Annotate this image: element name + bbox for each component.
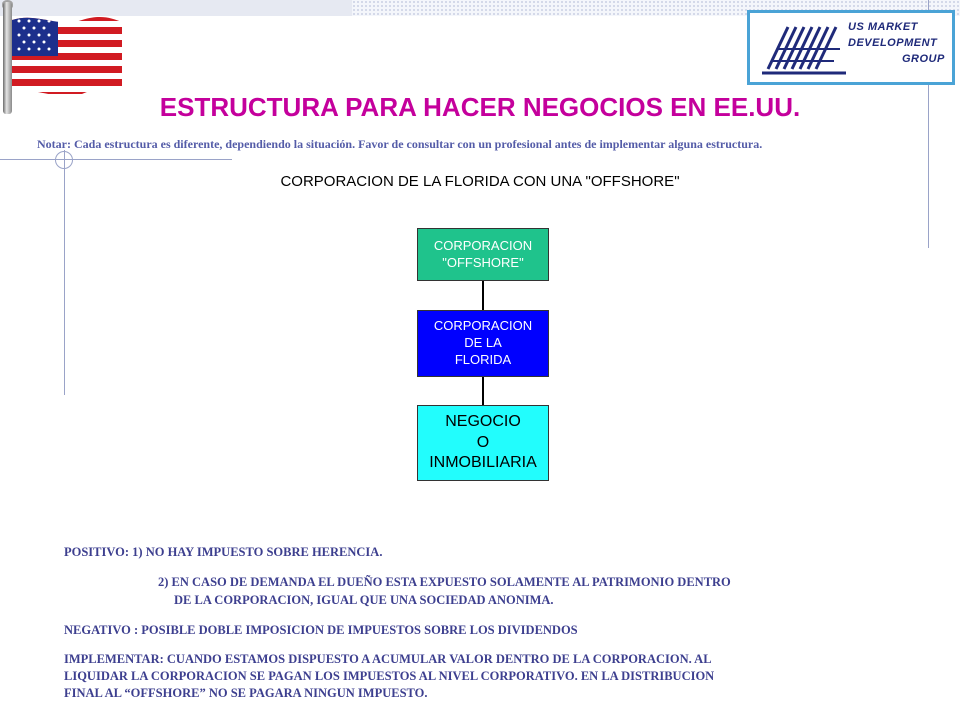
- node-label-line: DE LA: [464, 335, 502, 351]
- negativo-text: NEGATIVO : POSIBLE DOBLE IMPOSICION DE IMPUESTOS SOBRE LOS DIVIDENDOS: [64, 623, 578, 637]
- implementar-line-1: IMPLEMENTAR: CUANDO ESTAMOS DISPUESTO A ACUMULAR VALOR DENTRO DE LA CORPORACION. AL: [64, 652, 712, 666]
- node-label-line: O: [476, 433, 490, 451]
- crosshair-circle: [55, 151, 73, 169]
- company-logo: [747, 10, 955, 85]
- guide-line-horizontal: [0, 159, 232, 160]
- implementar-line-3: FINAL AL “OFFSHORE” NO SE PAGARA NINGUN IMPUESTO.: [64, 686, 428, 700]
- connector-line: [482, 281, 484, 310]
- diagram-title: CORPORACION DE LA FLORIDA CON UNA "OFFSHORE": [280, 173, 680, 190]
- logo-text-line1: US MARKET: [848, 21, 918, 33]
- positivo-point-1: POSITIVO: 1) NO HAY IMPUESTO SOBRE HERENCIA.: [64, 545, 383, 559]
- node-label-line: FLORIDA: [454, 351, 512, 367]
- node-label-line: NEGOCIO: [445, 412, 521, 430]
- positivo-point-2a: 2) EN CASO DE DEMANDA EL DUEÑO ESTA EXPUESTO SOLAMENTE AL PATRIMONIO DENTRO: [158, 575, 731, 589]
- node-florida-corporation: [417, 310, 549, 377]
- node-label-line: "OFFSHORE": [442, 254, 524, 270]
- guide-line-left: [64, 150, 65, 395]
- node-label-line: CORPORACION: [433, 237, 533, 253]
- us-flag-icon: [12, 14, 122, 94]
- disclaimer-note: Notar: Cada estructura es diferente, dependiendo la situación. Favor de consultar con un profesional antes de implementar alguna estructura.: [37, 137, 763, 151]
- positivo-point-2b: DE LA CORPORACION, IGUAL QUE UNA SOCIEDAD ANONIMA.: [174, 593, 554, 607]
- implementar-line-2: LIQUIDAR LA CORPORACION SE PAGAN LOS IMPUESTOS AL NIVEL CORPORATIVO. EN LA DISTRIBUCION: [64, 669, 715, 683]
- logo-text-line3: GROUP: [902, 53, 945, 65]
- node-label-line: INMOBILIARIA: [429, 454, 537, 472]
- node-offshore-corporation: [417, 228, 549, 281]
- logo-graphic-icon: [758, 19, 850, 77]
- page-title: ESTRUCTURA PARA HACER NEGOCIOS EN EE.UU.: [159, 92, 801, 122]
- connector-line: [482, 377, 484, 405]
- node-label-line: CORPORACION: [433, 318, 533, 334]
- node-business-or-real-estate: [417, 405, 549, 481]
- logo-text-line2: DEVELOPMENT: [848, 37, 938, 49]
